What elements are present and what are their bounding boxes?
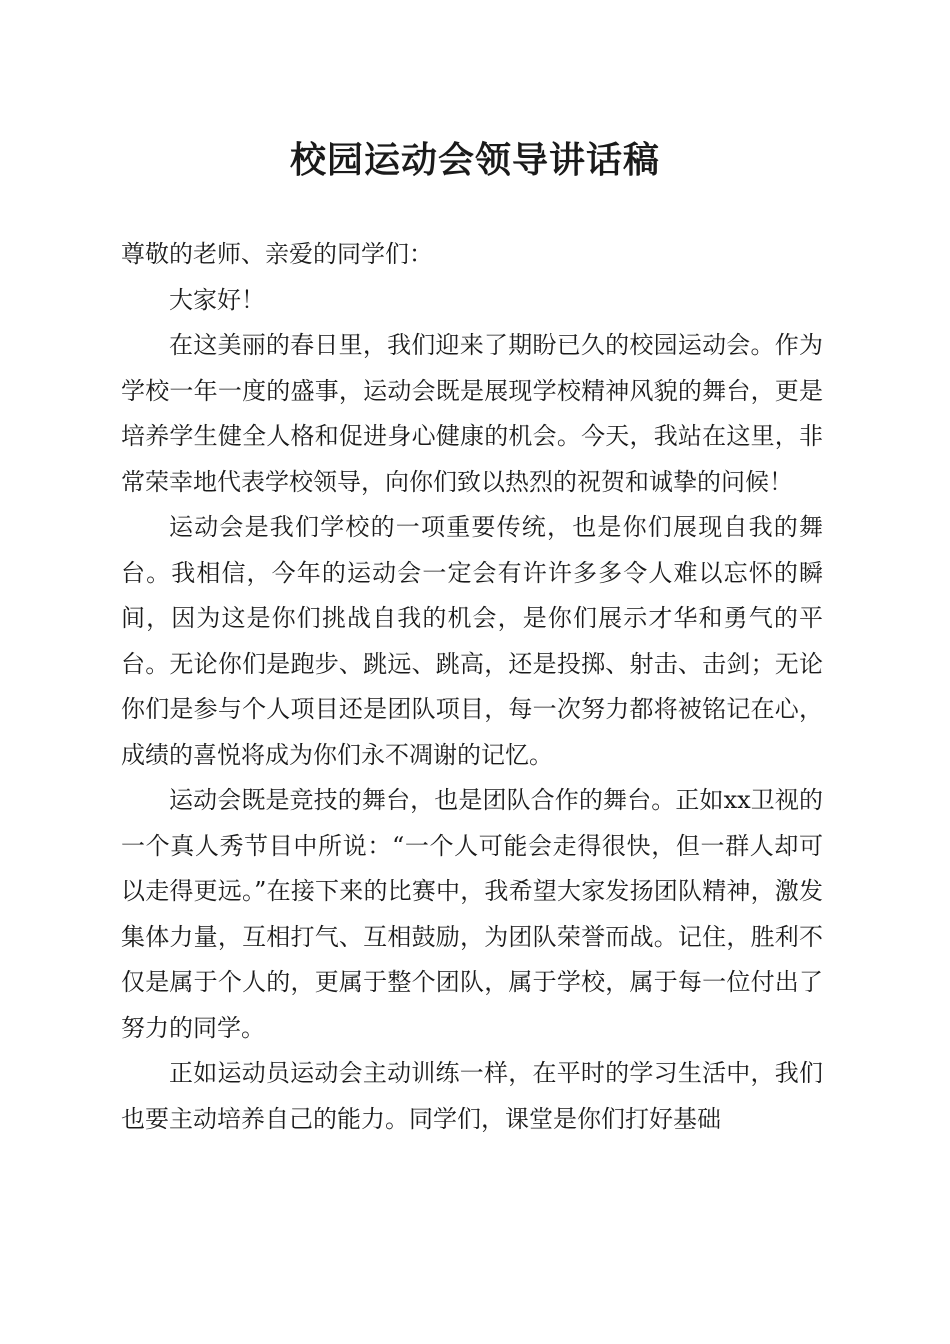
paragraph-teamwork: 运动会既是竞技的舞台，也是团队合作的舞台。正如xx卫视的一个真人秀节目中所说：“一个人可能会走得很快，但一群人却可以走得更远。”在接下来的比赛中，我希望大家发扬团队精神，激发集体力量，互相打气、互相鼓励，为团队荣誉而战。记住，胜利不仅是属于个人的，更属于整个团队，属于学校，属于每一位付出了努力的同学。 (121, 786, 823, 1042)
salutation: 尊敬的老师、亲爱的同学们： (121, 240, 433, 268)
paragraph-tradition: 运动会是我们学校的一项重要传统，也是你们展现自我的舞台。我相信，今年的运动会一定会有许许多多令人难以忘怀的瞬间，因为这是你们挑战自我的机会，是你们展示才华和勇气的平台。无论你们是跑步、跳远、跳高，还是投掷、射击、击剑；无论你们是参与个人项目还是团队项目，每一次努力都将被铭记在心，成绩的喜悦将成为你们永不凋谢的记忆。 (121, 513, 823, 769)
paragraph-opening: 在这美丽的春日里，我们迎来了期盼已久的校园运动会。作为学校一年一度的盛事，运动会既是展现学校精神风貌的舞台，更是培养学生健全人格和促进身心健康的机会。今天，我站在这里，非常荣幸地代表学校领导，向你们致以热烈的祝贺和诚挚的问候！ (121, 331, 823, 496)
document-body (121, 232, 823, 1142)
paragraph-study: 正如运动员运动会主动训练一样，在平时的学习生活中，我们也要主动培养自己的能力。同学们，课堂是你们打好基础 (121, 1059, 823, 1133)
paragraph-greeting: 大家好！ (169, 285, 265, 314)
document-title: 校园运动会领导讲话稿 (289, 139, 660, 181)
